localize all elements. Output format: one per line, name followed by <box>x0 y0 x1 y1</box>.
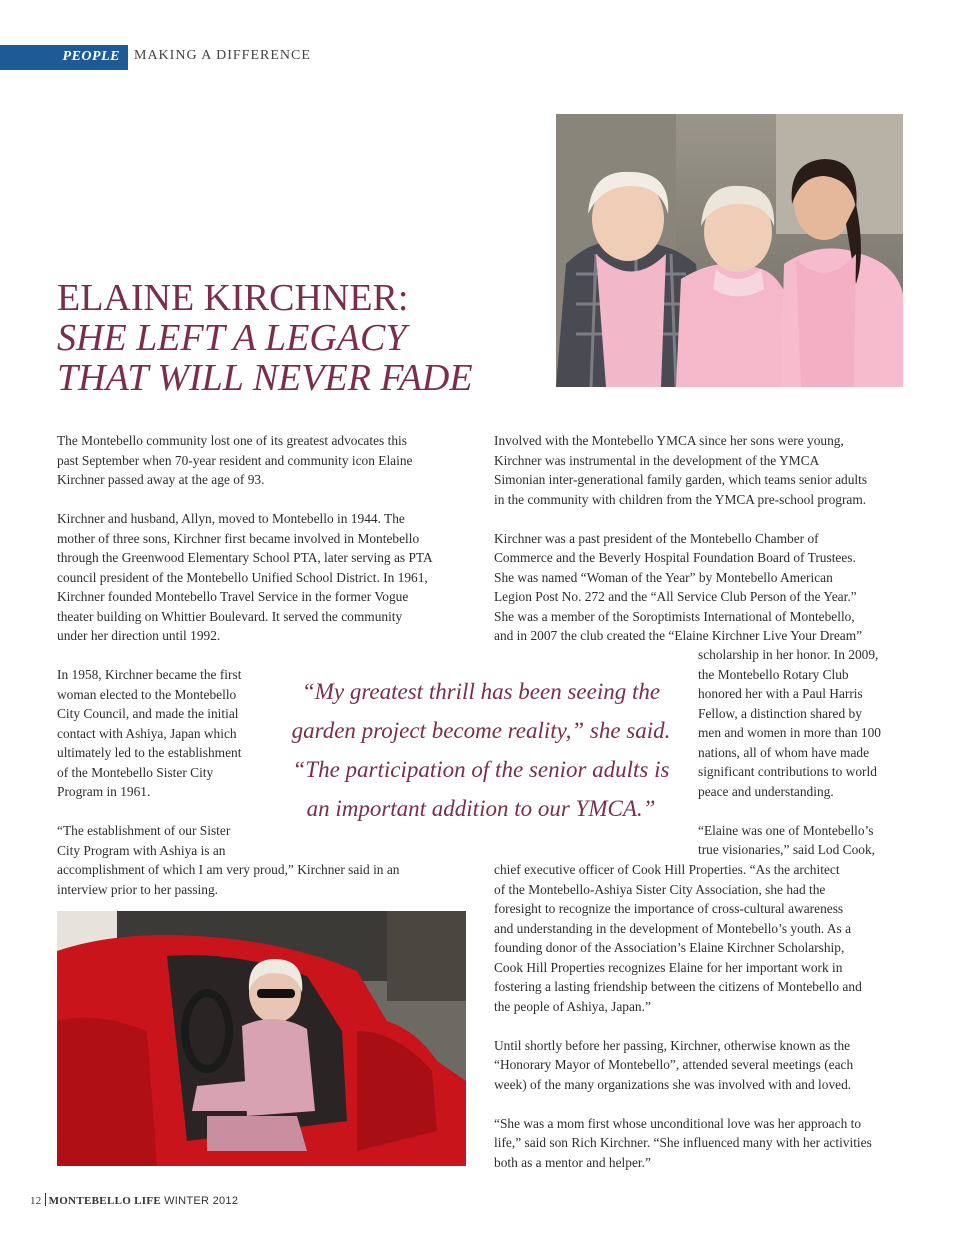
right-column-ymca <box>494 431 914 646</box>
text-line: “The establishment of our Sister <box>57 823 231 838</box>
text-line: of the Montebello Sister City <box>57 764 214 780</box>
article-headline <box>57 278 537 398</box>
text-line: woman elected to the Montebello <box>57 686 237 702</box>
issue-label: WINTER 2012 <box>164 1195 239 1207</box>
text-line: founding donor of the Association’s Elaine Kirchner Scholarship, <box>494 940 845 955</box>
text-line: The Montebello community lost one of its greatest advocates this <box>57 433 407 448</box>
pull-quote <box>272 672 690 828</box>
paragraph <box>494 431 914 509</box>
text-line: past September when 70-year resident and community icon Elaine <box>57 452 413 468</box>
text-line: Commerce and the Beverly Hospital Foundation Board of Trustees. <box>494 550 856 565</box>
section-label: PEOPLE <box>62 49 120 64</box>
text-line: “Honorary Mayor of Montebello”, attended several meetings (each <box>494 1057 854 1072</box>
text-line: Involved with the Montebello YMCA since her sons were young, <box>494 433 844 448</box>
text-line: City Council, and made the initial <box>57 706 239 721</box>
paragraph <box>57 509 477 646</box>
pull-quote-line: “The participation of the senior adults is <box>292 757 670 782</box>
paragraph <box>494 860 914 1016</box>
paragraph <box>57 821 477 899</box>
text-line: scholarship in her honor. In 2009, <box>698 647 879 662</box>
text-line: nations, all of whom have made <box>698 744 870 760</box>
text-line: She was named “Woman of the Year” by Montebello American <box>494 569 833 585</box>
text-line: “She was a mom first whose unconditional love was her approach to <box>494 1115 862 1131</box>
text-line: Until shortly before her passing, Kirchner, otherwise known as the <box>494 1037 851 1053</box>
pull-quote-line: an important addition to our YMCA.” <box>306 796 656 821</box>
left-column-intro <box>57 431 477 646</box>
text-line: council president of the Montebello Unified School District. In 1961, <box>57 569 428 585</box>
text-line: foresight to recognize the importance of cross-cultural awareness <box>494 901 844 916</box>
text-line: She was a member of the Soroptimists International of Montebello, <box>494 608 855 624</box>
paragraph <box>57 431 477 490</box>
left-column-quote <box>57 821 477 899</box>
pull-quote-line: “My greatest thrill has been seeing the <box>301 679 661 704</box>
text-line: “Elaine was one of Montebello’s <box>698 822 874 838</box>
right-column-rotary <box>698 645 913 860</box>
photo-three-women <box>556 114 903 387</box>
section-band <box>0 45 128 70</box>
paragraph <box>57 665 272 802</box>
text-line: fostering a lasting friendship between the citizens of Montebello and <box>494 979 862 994</box>
text-line: Kirchner passed away at the age of 93. <box>57 472 265 487</box>
paragraph <box>494 529 914 646</box>
page-footer <box>30 1193 238 1207</box>
text-line: Fellow, a distinction shared by <box>698 705 862 721</box>
text-line: In 1958, Kirchner became the first <box>57 667 242 682</box>
subsection-label: MAKING A DIFFERENCE <box>134 48 311 63</box>
text-line: significant contributions to world <box>698 764 877 779</box>
text-line: Legion Post No. 272 and the “All Service Club Person of the Year.” <box>494 589 857 604</box>
text-line: Program in 1961. <box>57 784 151 799</box>
text-line: Simonian inter-generational family garden, which teams senior adults <box>494 472 868 487</box>
page-number: 12 <box>30 1195 42 1207</box>
text-line: the people of Ashiya, Japan.” <box>494 998 651 1014</box>
text-line: in the community with children from the YMCA pre-school program. <box>494 491 867 507</box>
text-line: and in 2007 the club created the “Elaine Kirchner Live Your Dream” <box>494 628 863 643</box>
text-line: both as a mentor and helper.” <box>494 1154 651 1170</box>
text-line: chief executive officer of Cook Hill Properties. “As the architect <box>494 862 840 877</box>
paragraph <box>698 645 913 801</box>
text-line: theater building on Whittier Boulevard. It served the community <box>57 608 403 624</box>
text-line: Kirchner was a past president of the Montebello Chamber of <box>494 530 819 546</box>
text-line: and understanding in the development of Montebello’s youth. As a <box>494 920 852 936</box>
text-line: peace and understanding. <box>698 783 834 799</box>
text-line: ultimately led to the establishment <box>57 745 242 760</box>
text-line: mother of three sons, Kirchner first became involved in Montebello <box>57 530 420 546</box>
text-line: Cook Hill Properties recognizes Elaine for her important work in <box>494 959 843 975</box>
text-line: of the Montebello-Ashiya Sister City Association, she had the <box>494 881 826 897</box>
text-line: interview prior to her passing. <box>57 881 219 897</box>
pull-quote-line: garden project become reality,” she said. <box>291 718 671 743</box>
headline-line-3: THAT WILL NEVER FADE <box>57 357 473 399</box>
text-line: City Program with Ashiya is an <box>57 842 226 858</box>
paragraph <box>494 1036 914 1095</box>
magazine-name: MONTEBELLO LIFE <box>48 1195 161 1207</box>
left-column-council <box>57 665 272 802</box>
paragraph <box>698 821 913 860</box>
text-line: contact with Ashiya, Japan which <box>57 725 237 741</box>
text-line: Kirchner founded Montebello Travel Service in the former Vogue <box>57 589 409 604</box>
text-line: accomplishment of which I am very proud,” Kirchner said in an <box>57 862 400 877</box>
text-line: Kirchner and husband, Allyn, moved to Montebello in 1944. The <box>57 511 405 526</box>
headline-line-1: ELAINE KIRCHNER: <box>57 277 409 319</box>
photo-woman-in-red-car <box>57 911 466 1166</box>
text-line: the Montebello Rotary Club <box>698 666 849 682</box>
text-line: through the Greenwood Elementary School PTA, later serving as PTA <box>57 550 433 565</box>
text-line: life,” said son Rich Kirchner. “She influenced many with her activities <box>494 1135 872 1150</box>
text-line: true visionaries,” said Lod Cook, <box>698 842 876 857</box>
text-line: Kirchner was instrumental in the development of the YMCA <box>494 452 820 468</box>
footer-divider <box>45 1193 46 1206</box>
paragraph <box>494 1114 914 1173</box>
text-line: men and women in more than 100 <box>698 725 881 740</box>
text-line: under her direction until 1992. <box>57 628 221 643</box>
text-line: week) of the many organizations she was involved with and loved. <box>494 1076 852 1092</box>
headline-line-2: SHE LEFT A LEGACY <box>57 317 407 359</box>
text-line: honored her with a Paul Harris <box>698 686 863 701</box>
right-column-cook <box>494 860 914 1172</box>
